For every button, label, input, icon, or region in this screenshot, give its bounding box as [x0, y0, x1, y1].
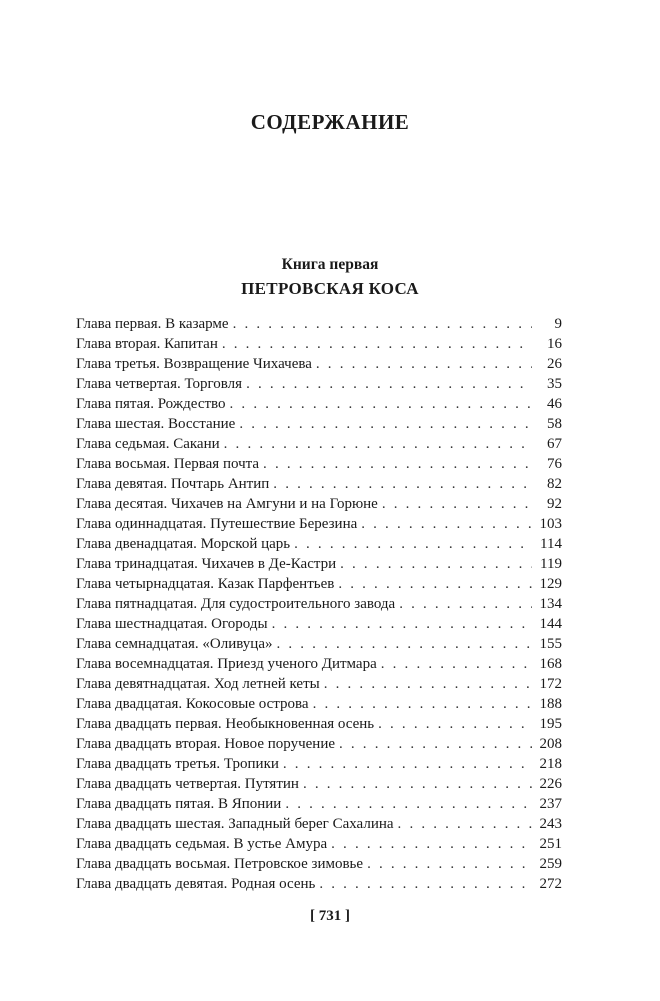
toc-entry[interactable]	[76, 854, 562, 874]
book-label: Книга первая	[281, 256, 379, 273]
toc-entry-title: Глава шестая. Восстание	[76, 416, 236, 432]
toc-entry[interactable]	[76, 314, 562, 334]
toc-leader-dots	[382, 494, 532, 514]
toc-entry-page: 237	[539, 796, 562, 812]
toc-entry-title: Глава восьмая. Первая почта	[76, 456, 260, 472]
toc-entry[interactable]	[76, 334, 562, 354]
toc-entry-title: Глава двадцать седьмая. В устье Амура	[76, 836, 328, 852]
toc-entry-title: Глава одиннадцатая. Путешествие Березина	[76, 516, 358, 532]
toc-entry-page: 195	[539, 716, 562, 732]
toc-entry-page: 168	[539, 656, 562, 672]
toc-entry[interactable]	[76, 534, 562, 554]
toc-entry-page: 144	[539, 616, 562, 632]
page-title: СОДЕРЖАНИЕ	[250, 110, 410, 134]
page-number: [ 731 ]	[310, 908, 350, 924]
toc-entry-page: 272	[539, 876, 562, 892]
toc-leader-dots	[319, 874, 532, 894]
toc-entry[interactable]	[76, 494, 562, 514]
toc-entry-title: Глава первая. В казарме	[76, 316, 229, 332]
toc-leader-dots	[340, 554, 532, 574]
toc-entry-page: 155	[539, 636, 562, 652]
toc-entry[interactable]	[76, 674, 562, 694]
toc-entry[interactable]	[76, 574, 562, 594]
toc-leader-dots	[276, 634, 532, 654]
toc-leader-dots	[285, 794, 532, 814]
toc-leader-dots	[272, 614, 532, 634]
toc-entry-title: Глава двадцать третья. Тропики	[76, 756, 279, 772]
toc-leader-dots	[224, 434, 532, 454]
toc-entry-page: 114	[540, 536, 562, 552]
toc-leader-dots	[324, 674, 532, 694]
toc-entry-title: Глава седьмая. Сакани	[76, 436, 220, 452]
toc-entry[interactable]	[76, 794, 562, 814]
toc-leader-dots	[367, 854, 532, 874]
toc-entry[interactable]	[76, 474, 562, 494]
toc-entry-page: 208	[539, 736, 562, 752]
toc-entry-page: 188	[539, 696, 562, 712]
toc-entry-title: Глава двадцать восьмая. Петровское зимовье	[76, 856, 364, 872]
toc-entry[interactable]	[76, 814, 562, 834]
toc-entry-title: Глава восемнадцатая. Приезд ученого Дитмара	[76, 656, 377, 672]
toc-entry[interactable]	[76, 834, 562, 854]
toc-leader-dots	[381, 654, 532, 674]
toc-entry-title: Глава девятая. Почтарь Антип	[76, 476, 270, 492]
toc-entry-title: Глава двадцатая. Кокосовые острова	[76, 696, 309, 712]
toc-entry[interactable]	[76, 694, 562, 714]
toc-leader-dots	[316, 354, 532, 374]
toc-entry-page: 9	[554, 316, 562, 332]
toc-entry-title: Глава тринадцатая. Чихачев в Де-Кастри	[76, 556, 337, 572]
toc-entry[interactable]	[76, 434, 562, 454]
toc-leader-dots	[378, 714, 532, 734]
toc-entry-page: 259	[539, 856, 562, 872]
toc-entry-page: 67	[547, 436, 562, 452]
toc-leader-dots	[303, 774, 532, 794]
toc-entry-page: 129	[539, 576, 562, 592]
toc-entry[interactable]	[76, 614, 562, 634]
toc-entry[interactable]	[76, 774, 562, 794]
toc-entry-title: Глава вторая. Капитан	[76, 336, 218, 352]
toc-entry-title: Глава двадцать вторая. Новое поручение	[76, 736, 335, 752]
toc-entry-title: Глава девятнадцатая. Ход летней кеты	[76, 676, 320, 692]
toc-entry[interactable]	[76, 374, 562, 394]
toc-entry-page: 134	[539, 596, 562, 612]
toc-leader-dots	[233, 314, 532, 334]
toc-entry-page: 46	[547, 396, 562, 412]
toc-entry-page: 92	[547, 496, 562, 512]
toc-entry-title: Глава семнадцатая. «Оливуца»	[76, 636, 273, 652]
toc-entry-title: Глава двадцать четвертая. Путятин	[76, 776, 299, 792]
toc-entry-title: Глава двадцать пятая. В Японии	[76, 796, 282, 812]
toc-entry-page: 218	[539, 756, 562, 772]
toc-entry[interactable]	[76, 754, 562, 774]
toc-leader-dots	[313, 694, 532, 714]
toc-entry-page: 172	[539, 676, 562, 692]
toc-leader-dots	[339, 734, 532, 754]
toc-entry[interactable]	[76, 634, 562, 654]
toc-entry-title: Глава четырнадцатая. Казак Парфентьев	[76, 576, 335, 592]
toc-entry[interactable]	[76, 454, 562, 474]
toc-leader-dots	[399, 594, 532, 614]
toc-entry-page: 251	[539, 836, 562, 852]
toc-entry-page: 82	[547, 476, 562, 492]
toc-entry-title: Глава пятая. Рождество	[76, 396, 226, 412]
book-title: ПЕТРОВСКАЯ КОСА	[241, 279, 419, 298]
toc-entry-title: Глава двенадцатая. Морской царь	[76, 536, 291, 552]
toc-entry-title: Глава третья. Возвращение Чихачева	[76, 356, 312, 372]
toc-entry[interactable]	[76, 354, 562, 374]
toc-entry-page: 35	[547, 376, 562, 392]
toc-entry-title: Глава двадцать первая. Необыкновенная осень	[76, 716, 375, 732]
toc-leader-dots	[246, 374, 532, 394]
toc-leader-dots	[338, 574, 532, 594]
toc-entry-title: Глава двадцать шестая. Западный берег Сахалина	[76, 816, 394, 832]
toc-leader-dots	[294, 534, 532, 554]
toc-entry-title: Глава пятнадцатая. Для судостроительного завода	[76, 596, 396, 612]
toc-entry[interactable]	[76, 414, 562, 434]
toc-entry[interactable]	[76, 874, 562, 894]
toc-entry-title: Глава четвертая. Торговля	[76, 376, 243, 392]
toc-entry[interactable]	[76, 734, 562, 754]
toc-entry-title: Глава двадцать девятая. Родная осень	[76, 876, 316, 892]
toc-entry-page: 226	[539, 776, 562, 792]
toc-entry-page: 76	[547, 456, 562, 472]
toc-entry-page: 26	[547, 356, 562, 372]
toc-leader-dots	[283, 754, 532, 774]
toc-entry-title: Глава шестнадцатая. Огороды	[76, 616, 268, 632]
toc-entry[interactable]	[76, 514, 562, 534]
toc-entry[interactable]	[76, 394, 562, 414]
toc-leader-dots	[273, 474, 532, 494]
toc-leader-dots	[263, 454, 532, 474]
toc-entry[interactable]	[76, 654, 562, 674]
toc-entry[interactable]	[76, 714, 562, 734]
toc-entry[interactable]	[76, 594, 562, 614]
toc-leader-dots	[239, 414, 532, 434]
toc-entry-page: 243	[539, 816, 562, 832]
toc-leader-dots	[331, 834, 532, 854]
toc-entry[interactable]	[76, 554, 562, 574]
toc-entry-page: 16	[547, 336, 562, 352]
toc-leader-dots	[398, 814, 532, 834]
toc-leader-dots	[230, 394, 532, 414]
toc-leader-dots	[361, 514, 532, 534]
toc-entry-page: 58	[547, 416, 562, 432]
table-of-contents	[76, 314, 562, 894]
toc-entry-title: Глава десятая. Чихачев на Амгуни и на Горюне	[76, 496, 378, 512]
toc-entry-page: 103	[539, 516, 562, 532]
toc-leader-dots	[222, 334, 532, 354]
toc-entry-page: 119	[540, 556, 562, 572]
